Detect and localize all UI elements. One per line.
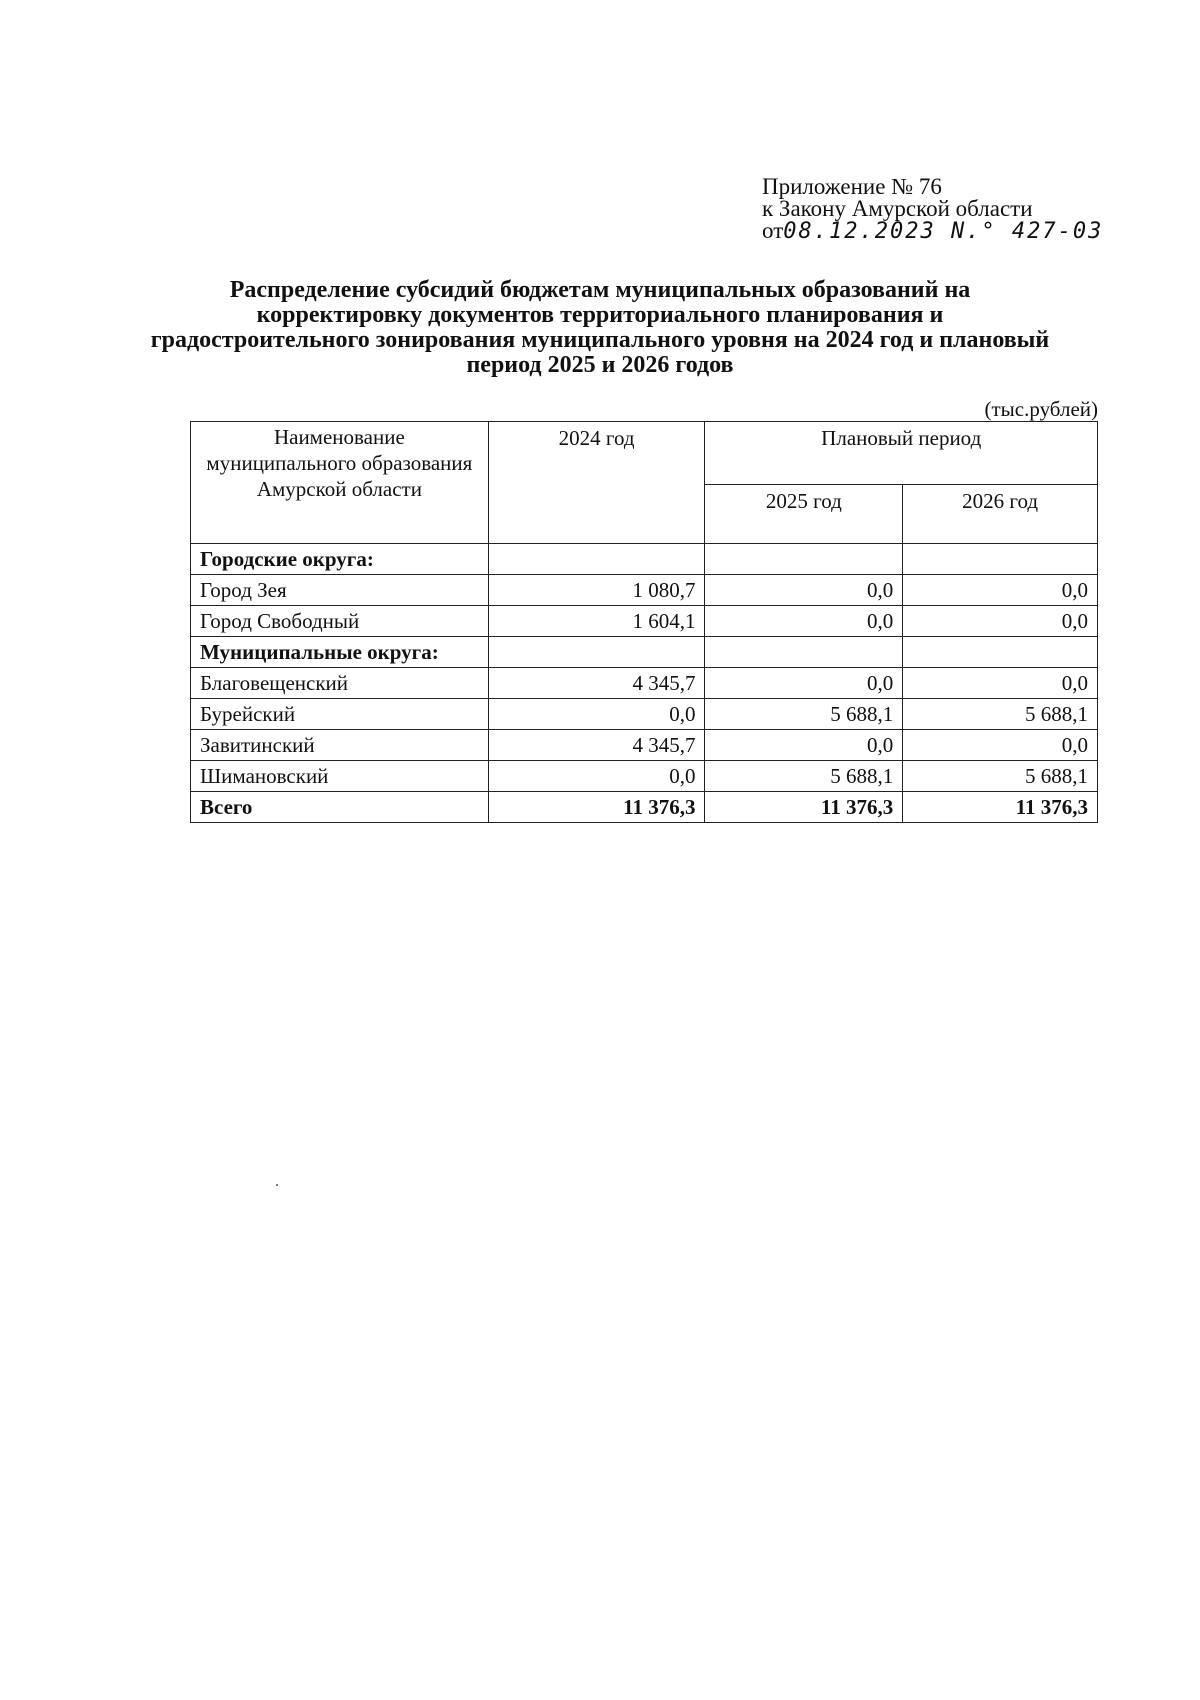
value-2024: 1 080,7 [488, 575, 705, 606]
appendix-date-prefix: от [762, 218, 784, 243]
unit-label: (тыс.рублей) [984, 397, 1098, 421]
table-row [191, 730, 1098, 761]
value-2026: 5 688,1 [903, 699, 1098, 730]
value-2025: 5 688,1 [705, 699, 903, 730]
value-2024: 4 345,7 [488, 730, 705, 761]
value-2024: 0,0 [488, 761, 705, 792]
municipality-name: Шимановский [191, 761, 489, 792]
total-row [191, 792, 1098, 823]
table-row [191, 699, 1098, 730]
section-title: Городские округа: [191, 544, 489, 575]
empty-cell [903, 544, 1098, 575]
section-header-row [191, 544, 1098, 575]
total-2025: 11 376,3 [705, 792, 903, 823]
value-2026: 0,0 [903, 606, 1098, 637]
table-row [191, 606, 1098, 637]
header-2025: 2025 год [705, 485, 903, 544]
municipality-name: Город Свободный [191, 606, 489, 637]
empty-cell [705, 637, 903, 668]
municipality-name: Бурейский [191, 699, 489, 730]
value-2025: 0,0 [705, 575, 903, 606]
value-2026: 0,0 [903, 575, 1098, 606]
table-row [191, 668, 1098, 699]
empty-cell [488, 544, 705, 575]
value-2026: 5 688,1 [903, 761, 1098, 792]
appendix-header [762, 176, 1103, 243]
municipality-name: Завитинский [191, 730, 489, 761]
header-2026: 2026 год [903, 485, 1098, 544]
value-2025: 0,0 [705, 730, 903, 761]
total-2024: 11 376,3 [488, 792, 705, 823]
appendix-date-line [762, 220, 1103, 243]
subsidy-table [190, 421, 1098, 823]
value-2024: 0,0 [488, 699, 705, 730]
value-2026: 0,0 [903, 730, 1098, 761]
municipality-name: Благовещенский [191, 668, 489, 699]
appendix-handwritten-date: 08.12.2023 N.° 427-03 [783, 219, 1104, 244]
value-2025: 5 688,1 [705, 761, 903, 792]
value-2024: 1 604,1 [488, 606, 705, 637]
appendix-law-reference: к Закону Амурской области [762, 196, 1033, 221]
value-2026: 0,0 [903, 668, 1098, 699]
section-title: Муниципальные округа: [191, 637, 489, 668]
header-name: Наименование муниципального образования Амурской области [191, 422, 489, 544]
header-planned-period: Плановый период [705, 422, 1098, 485]
header-2024: 2024 год [488, 422, 705, 544]
value-2024: 4 345,7 [488, 668, 705, 699]
empty-cell [705, 544, 903, 575]
value-2025: 0,0 [705, 668, 903, 699]
table-row [191, 575, 1098, 606]
document-title: Распределение субсидий бюджетам муниципальных образований на корректировку документов территориального планирования и градостроительного зонирования муниципального уровня на 2024 год и плановый период 2025 и 2026 годов [150, 277, 1050, 378]
table-row [191, 761, 1098, 792]
table-header-row [191, 422, 1098, 485]
total-2026: 11 376,3 [903, 792, 1098, 823]
subsidy-table-body [191, 422, 1098, 823]
total-label: Всего [191, 792, 489, 823]
municipality-name: Город Зея [191, 575, 489, 606]
section-header-row [191, 637, 1098, 668]
empty-cell [488, 637, 705, 668]
appendix-number: Приложение № 76 [762, 174, 942, 199]
value-2025: 0,0 [705, 606, 903, 637]
scan-speck [276, 1184, 278, 1186]
empty-cell [903, 637, 1098, 668]
